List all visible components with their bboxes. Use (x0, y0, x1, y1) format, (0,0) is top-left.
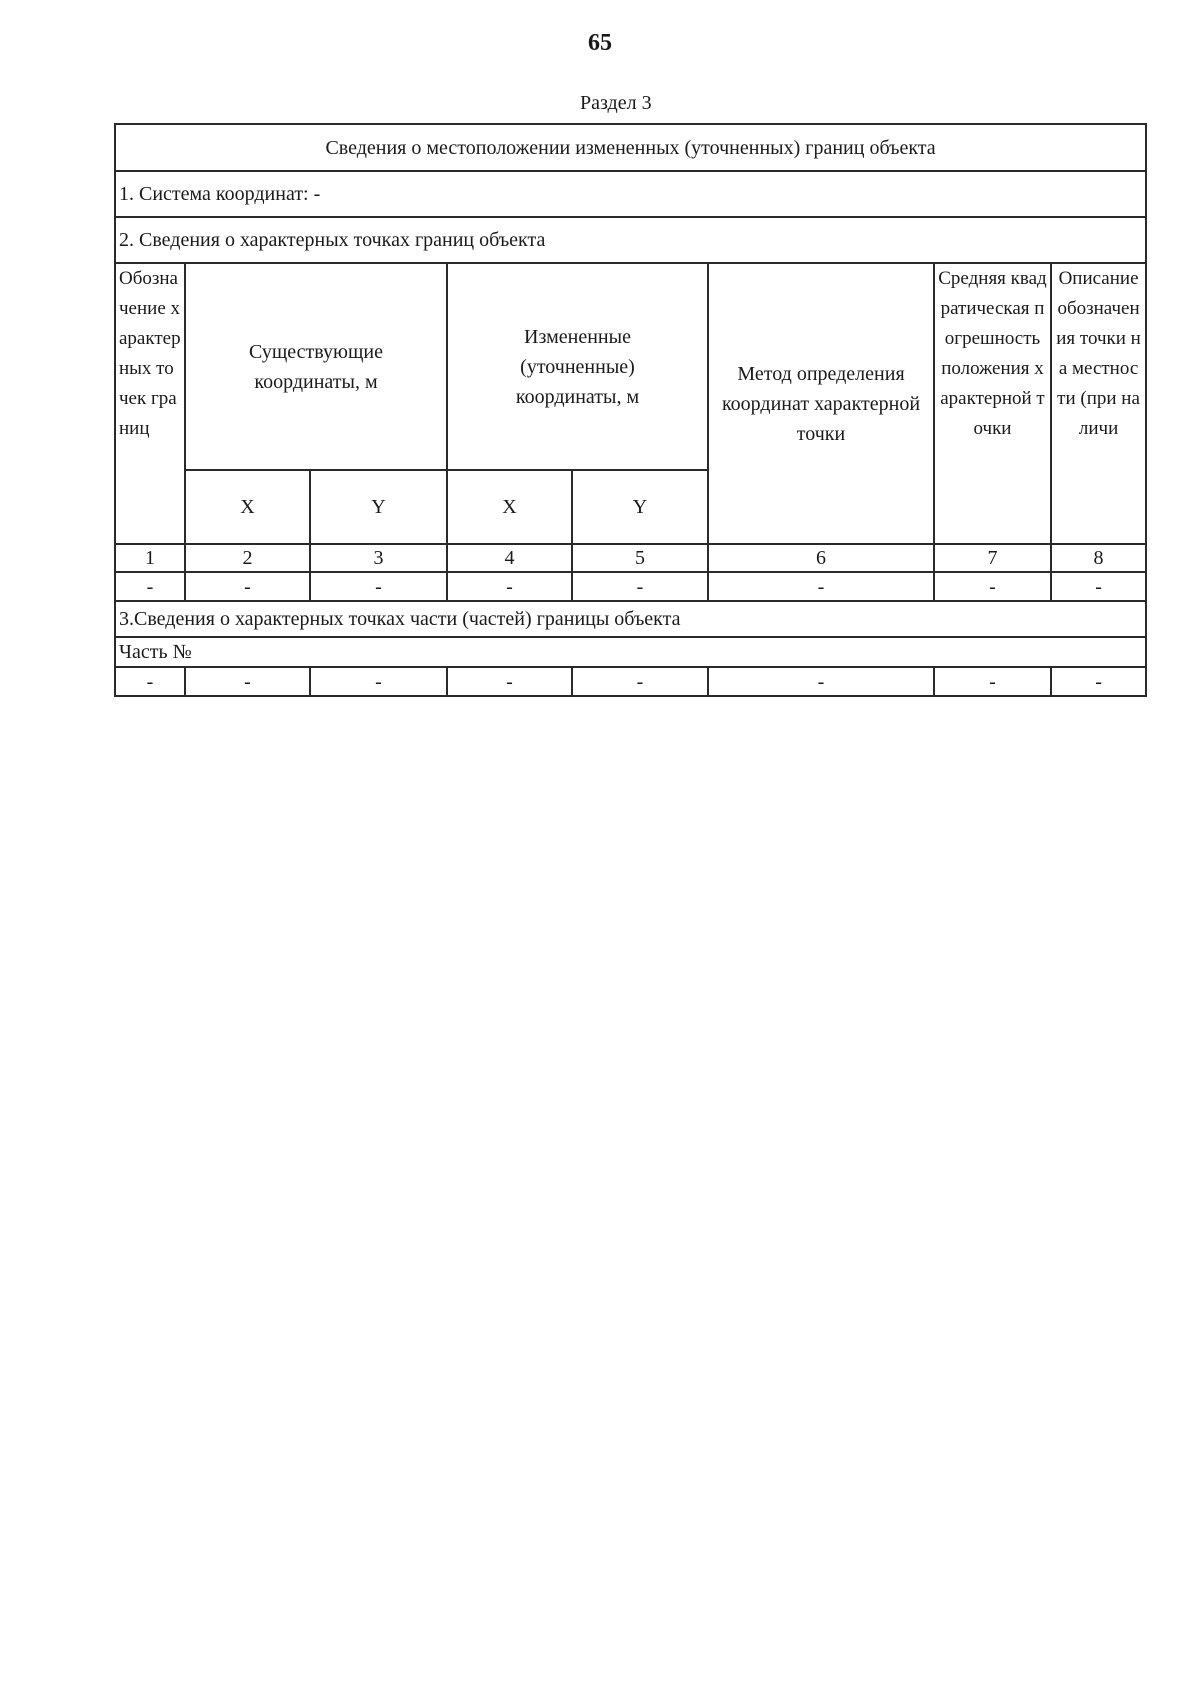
table-row (115, 667, 1146, 696)
header-designation: Обозначение характерных точек границ (115, 263, 185, 544)
header-existing-coords (185, 263, 447, 470)
column-number: 1 (115, 544, 185, 572)
header-changed-x: X (447, 470, 572, 544)
table-cell: - (115, 572, 185, 601)
column-number: 6 (708, 544, 934, 572)
column-number: 2 (185, 544, 310, 572)
points-heading: 2. Сведения о характерных точках границ объекта (115, 217, 1146, 263)
section-label: Раздел 3 (580, 92, 652, 114)
table-cell: - (115, 667, 185, 696)
table-cell: - (708, 572, 934, 601)
header-existing-y: Y (310, 470, 447, 544)
table-cell: - (1051, 667, 1146, 696)
column-number: 3 (310, 544, 447, 572)
parts-heading: 3.Сведения о характерных точках части (частей) границы объекта (115, 601, 1146, 637)
table-title-row (115, 124, 1146, 171)
table-title: Сведения о местоположении измененных (уточненных) границ объекта (115, 124, 1146, 171)
header-description: Описание обозначения точки на местности (при наличи (1051, 263, 1146, 544)
header-changed-y: Y (572, 470, 708, 544)
header-method-text: Метод определения координат характерной точки (721, 362, 921, 445)
table-cell: - (572, 572, 708, 601)
table-cell: - (447, 667, 572, 696)
parts-heading-row (115, 601, 1146, 637)
column-number: 5 (572, 544, 708, 572)
column-numbers-row (115, 544, 1146, 572)
part-label: Часть № (115, 637, 1146, 667)
table-cell: - (572, 667, 708, 696)
header-existing-x: X (185, 470, 310, 544)
points-heading-row (115, 217, 1146, 263)
header-mean-error: Средняя квадратическая погрешность положения характерной точки (934, 263, 1051, 544)
header-existing-coords-text: Существующие координаты, м (249, 340, 383, 393)
page-number: 65 (588, 30, 612, 56)
column-number: 4 (447, 544, 572, 572)
header-changed-coords-text: Измененные (уточненные) координаты, м (515, 325, 640, 408)
table-cell: - (934, 667, 1051, 696)
column-number: 8 (1051, 544, 1146, 572)
table-row (115, 572, 1146, 601)
table-cell: - (185, 572, 310, 601)
header-changed-coords (447, 263, 708, 470)
table-cell: - (310, 572, 447, 601)
header-row-top (115, 263, 1146, 470)
table-cell: - (708, 667, 934, 696)
table-cell: - (1051, 572, 1146, 601)
table-cell: - (185, 667, 310, 696)
table-cell: - (934, 572, 1051, 601)
table-cell: - (310, 667, 447, 696)
boundary-points-table (114, 123, 1147, 697)
table-cell: - (447, 572, 572, 601)
part-label-row (115, 637, 1146, 667)
header-method (708, 263, 934, 544)
coord-system-text: 1. Система координат: - (115, 171, 1146, 217)
column-number: 7 (934, 544, 1051, 572)
coord-system-row (115, 171, 1146, 217)
